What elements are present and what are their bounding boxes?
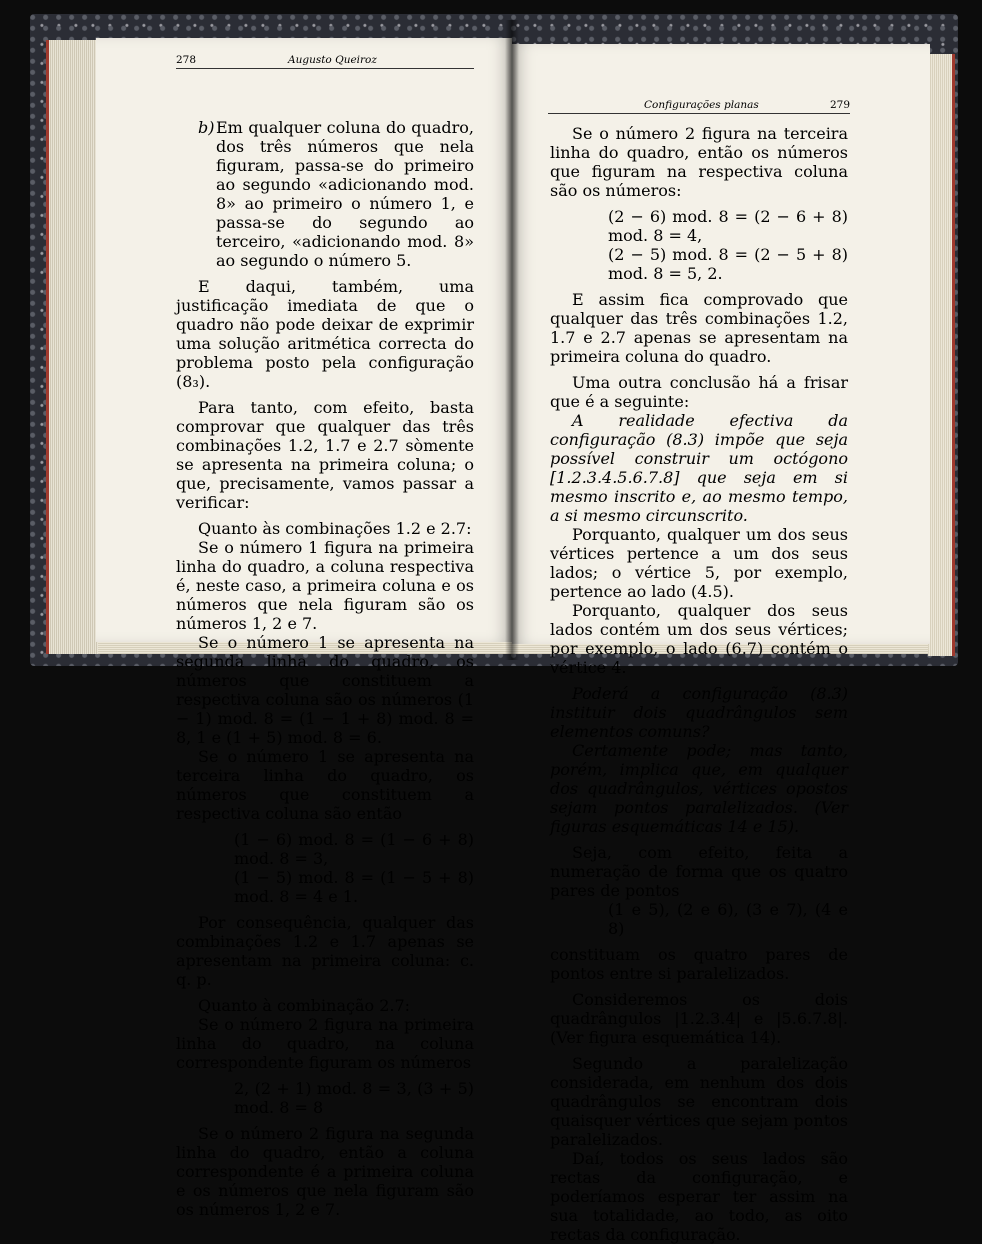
paragraph: Uma outra conclusão há a frisar que é a seguinte:: [550, 373, 848, 411]
paragraph: A realidade efectiva da configuração (8.3) impõe que seja possível construir um octógono [1.2.3.4.5.6.7.8] que seja em si mesmo inscrito e, ao mesmo tempo, a si mesmo circunscrito.: [550, 411, 848, 525]
right-running-title: Configurações planas: [644, 99, 759, 111]
left-running-title: Augusto Queiroz: [288, 54, 377, 66]
paragraph: Se o número 1 se apresenta na segunda linha do quadro, os números que constituem a respectiva coluna são os números (1 − 1) mod. 8 = (1 − 1 + 8) mod. 8 = 8, 1 e (1 + 5) mod. 8 = 6.: [176, 633, 474, 747]
formula-line: (2 − 5) mod. 8 = (2 − 5 + 8) mod. 8 = 5, 2.: [608, 245, 848, 283]
formula-line: (1 − 6) mod. 8 = (1 − 6 + 8) mod. 8 = 3,: [234, 830, 474, 868]
right-page-number: 279: [829, 99, 850, 111]
paragraph: Quanto às combinações 1.2 e 2.7:: [198, 519, 472, 538]
right-text-column: [550, 124, 848, 1244]
left-text-column: [176, 118, 474, 1219]
page-edges-right: [928, 54, 955, 656]
formula-line: 2, (2 + 1) mod. 8 = 3, (3 + 5) mod. 8 = 8: [234, 1079, 474, 1117]
paragraph: Poderá a configuração (8.3) instituir dois quadrângulos sem elementos comuns?: [550, 684, 848, 741]
left-running-head: [176, 54, 474, 69]
page-edges-left: [46, 40, 101, 654]
paragraph: Certamente pode; mas tanto, porém, implica que, em qualquer dos quadrângulos, vértices opostos sejam pontos paralelizados. (Ver figuras esquemáticas 14 e 15).: [550, 741, 848, 836]
book-gutter: [505, 20, 519, 660]
paragraph: Seja, com efeito, feita a numeração de forma que os quatro pares de pontos: [550, 843, 848, 900]
paragraph: Se o número 2 figura na segunda linha do quadro, então a coluna correspondente é a primeira coluna e os números que nela figuram são os números 1, 2 e 7.: [176, 1124, 474, 1219]
paragraph: Consideremos os dois quadrângulos |1.2.3.4| e |5.6.7.8|. (Ver figura esquemática 14).: [550, 990, 848, 1047]
paragraph: Quanto à combinação 2.7:: [198, 996, 411, 1015]
item-b: [176, 118, 474, 270]
formula-line: (1 e 5), (2 e 6), (3 e 7), (4 e 8): [608, 900, 848, 938]
item-b-label: b): [198, 118, 215, 137]
paragraph: Para tanto, com efeito, basta comprovar que qualquer das três combinações 1.2, 1.7 e 2.7 sòmente se apresenta na primeira coluna; o que, precisamente, vamos passar a verificar:: [176, 398, 474, 512]
paragraph: constituam os quatro pares de pontos entre si paralelizados.: [550, 945, 848, 983]
paragraph: Segundo a paralelização considerada, em nenhum dos dois quadrângulos se encontram dois quaisquer vértices que sejam pontos paralelizados.: [550, 1054, 848, 1149]
paragraph: Por consequência, qualquer das combinações 1.2 e 1.7 apenas se apresentam na primeira coluna: c. q. p.: [176, 913, 474, 989]
right-running-head: [548, 99, 850, 114]
paragraph: Daí, todos os seus lados são rectas da configuração, e poderíamos esperar ter assim na sua totalidade, ao todo, as oito rectas da configuração.: [550, 1149, 848, 1244]
item-b-text: Em qualquer coluna do quadro, dos três números que nela figuram, passa-se do primeiro ao segundo «adicionando mod. 8» ao primeiro o número 1, e passa-se do segundo ao terceiro, «adicionando mod. 8» ao segundo o número 5.: [216, 118, 474, 270]
formula-line: (1 − 5) mod. 8 = (1 − 5 + 8) mod. 8 = 4 e 1.: [234, 868, 474, 906]
formula-line: (2 − 6) mod. 8 = (2 − 6 + 8) mod. 8 = 4,: [608, 207, 848, 245]
paragraph: Se o número 2 figura na primeira linha do quadro, na coluna correspondente figuram os números: [176, 1015, 474, 1072]
paragraph: Porquanto, qualquer dos seus lados contém um dos seus vértices; por exemplo, o lado (6.7) contém o vértice 4.: [550, 601, 848, 677]
paragraph: E daqui, também, uma justificação imediata de que o quadro não pode deixar de exprimir uma solução aritmética correcta do problema posto pela configuração (8₃).: [176, 277, 474, 391]
paragraph: Porquanto, qualquer um dos seus vértices pertence a um dos seus lados; o vértice 5, por exemplo, pertence ao lado (4.5).: [550, 525, 848, 601]
left-page-number: 278: [176, 54, 197, 66]
paragraph: Se o número 1 figura na primeira linha do quadro, a coluna respectiva é, neste caso, a primeira coluna e os números que nela figuram são os números 1, 2 e 7.: [176, 538, 474, 633]
paragraph: E assim fica comprovado que qualquer das três combinações 1.2, 1.7 e 2.7 apenas se apresentam na primeira coluna do quadro.: [550, 290, 848, 366]
paragraph: Se o número 2 figura na terceira linha do quadro, então os números que figuram na respectiva coluna são os números:: [550, 124, 848, 200]
paragraph: Se o número 1 se apresenta na terceira linha do quadro, os números que constituem a respectiva coluna são então: [176, 747, 474, 823]
